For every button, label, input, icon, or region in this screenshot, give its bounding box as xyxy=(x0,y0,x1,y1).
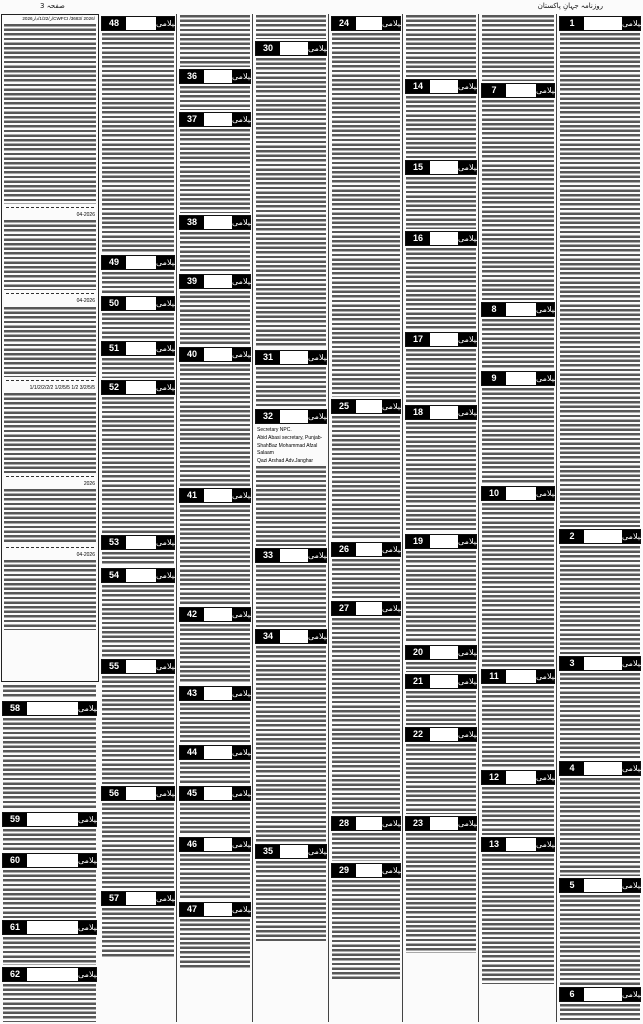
ad-number: 58 xyxy=(3,702,27,715)
ad-text xyxy=(180,505,250,605)
notice-english-line: ShahBaz Mohammad Afzal Salaam xyxy=(257,443,318,456)
ad-category-tag: نیلامی xyxy=(536,489,557,498)
ad-text xyxy=(256,861,326,941)
ad-number: 61 xyxy=(3,921,27,934)
ad-category-tag: نیلامی xyxy=(156,789,177,798)
ad-number: 33 xyxy=(256,549,280,562)
ad-label-5 xyxy=(559,878,641,893)
ad-number: 39 xyxy=(180,275,204,288)
ad-text xyxy=(482,319,554,369)
ad-category-tag: نیلامی xyxy=(78,704,98,713)
ad-category-tag: نیلامی xyxy=(156,538,177,547)
ad-category-tag: نیلامی xyxy=(156,383,177,392)
ad-number: 32 xyxy=(256,410,280,423)
ad-category-tag: نیلامی xyxy=(232,840,253,849)
ad-text xyxy=(3,685,96,699)
ad-text xyxy=(560,1004,640,1022)
ad-text xyxy=(102,908,174,958)
ad-category-tag: نیلامی xyxy=(308,632,329,642)
ad-number: 14 xyxy=(406,80,430,93)
ad-text xyxy=(180,86,250,110)
ad-label-14 xyxy=(405,79,477,94)
ad-label-45 xyxy=(179,786,251,801)
ad-text xyxy=(332,33,400,397)
ad-label-29 xyxy=(331,863,401,878)
ad-label-13 xyxy=(481,837,555,852)
ad-label-34 xyxy=(255,629,327,644)
ad-text xyxy=(102,676,174,784)
ad-text xyxy=(102,585,174,657)
ad-number: 59 xyxy=(3,813,27,826)
ad-category-tag: نیلامی xyxy=(458,537,479,546)
ad-category-tag: نیلامی xyxy=(156,662,177,671)
ad-text xyxy=(482,787,554,835)
ad-label-15 xyxy=(405,160,477,175)
notice-date: 04-2026 xyxy=(76,212,95,219)
ad-category-tag: نیلامی xyxy=(458,677,479,686)
ad-number: 8 xyxy=(482,303,506,316)
ad-label-30 xyxy=(255,41,327,56)
ad-number: 17 xyxy=(406,333,430,346)
ad-text xyxy=(406,422,476,532)
ad-number: 45 xyxy=(180,787,204,800)
ad-label-27 xyxy=(331,601,401,616)
ad-category-tag: نیلامی xyxy=(232,115,253,124)
ad-label-38 xyxy=(179,215,251,230)
page-header xyxy=(0,2,643,14)
ad-label-47 xyxy=(179,902,251,917)
ad-category-tag: نیلامی xyxy=(232,689,253,698)
ad-label-11 xyxy=(481,669,555,684)
ad-label-32 xyxy=(255,409,327,424)
ad-category-tag: نیلامی xyxy=(308,412,329,421)
notice-text-block xyxy=(4,307,96,377)
ad-label-22 xyxy=(405,727,477,742)
ad-number: 19 xyxy=(406,535,430,548)
ad-label-3 xyxy=(559,656,641,671)
ad-category-tag: نیلامی xyxy=(458,335,479,344)
ad-category-tag: نیلامی xyxy=(156,571,177,580)
ad-category-tag: نیلامی xyxy=(458,234,479,243)
ad-label-4 xyxy=(559,761,641,776)
ad-category-tag: نیلامی xyxy=(232,905,253,914)
ad-category-tag: نیلامی xyxy=(78,815,98,824)
ad-number: 46 xyxy=(180,838,204,851)
ad-label-33 xyxy=(255,548,327,563)
divider xyxy=(6,380,94,381)
ad-category-tag: نیلامی xyxy=(382,866,403,875)
ad-label-17 xyxy=(405,332,477,347)
ad-number: 38 xyxy=(180,216,204,229)
ad-label-35 xyxy=(255,844,327,859)
ad-number: 55 xyxy=(102,660,126,673)
column-6 xyxy=(404,14,479,1022)
notice-text-block xyxy=(4,393,96,473)
ad-text xyxy=(332,833,400,861)
ad-text xyxy=(560,778,640,876)
ad-number: 41 xyxy=(180,489,204,502)
ad-label-50 xyxy=(101,296,175,311)
ad-text xyxy=(180,803,250,835)
column-7 xyxy=(480,14,557,1022)
ad-text xyxy=(256,367,326,407)
ad-category-tag: نیلامی xyxy=(156,344,177,353)
ad-label-52 xyxy=(101,380,175,395)
ad-text xyxy=(3,984,96,1022)
column-4 xyxy=(254,14,329,1022)
ad-number: 40 xyxy=(180,348,204,361)
left-notice-box xyxy=(1,14,99,682)
ad-number: 7 xyxy=(482,84,506,97)
ad-text xyxy=(406,15,476,77)
ad-label-28 xyxy=(331,816,401,831)
ad-number: 11 xyxy=(482,670,506,683)
ad-label-61 xyxy=(2,920,97,935)
ad-text xyxy=(482,854,554,984)
ad-number: 34 xyxy=(256,630,280,643)
ad-label-58 xyxy=(2,701,97,716)
ad-text xyxy=(180,15,250,67)
ad-label-44 xyxy=(179,745,251,760)
ad-category-tag: نیلامی xyxy=(232,610,253,619)
ad-category-tag: نیلامی xyxy=(382,402,403,411)
ad-text xyxy=(180,624,250,684)
ad-category-tag: نیلامی xyxy=(382,19,403,28)
ad-label-20 xyxy=(405,645,477,660)
ad-category-tag: نیلامی xyxy=(458,82,479,91)
ad-number: 9 xyxy=(482,372,506,385)
ad-label-21 xyxy=(405,674,477,689)
divider xyxy=(6,293,94,294)
ad-text xyxy=(102,397,174,533)
ad-category-tag: نیلامی xyxy=(622,19,642,28)
ad-number: 57 xyxy=(102,892,126,905)
column-5 xyxy=(330,14,403,1022)
ad-number: 15 xyxy=(406,161,430,174)
ad-label-42 xyxy=(179,607,251,622)
ad-label-26 xyxy=(331,542,401,557)
ad-text xyxy=(3,937,96,965)
ad-label-55 xyxy=(101,659,175,674)
ad-text xyxy=(406,349,476,403)
notice-text-block xyxy=(4,560,96,630)
ad-category-tag: نیلامی xyxy=(78,856,98,865)
ad-label-60 xyxy=(2,853,97,868)
ad-category-tag: نیلامی xyxy=(382,819,403,828)
ad-text xyxy=(560,546,640,654)
ad-text xyxy=(180,291,250,345)
ad-number: 3 xyxy=(560,657,584,670)
ad-category-tag: نیلامی xyxy=(232,748,253,757)
ad-number: 62 xyxy=(3,968,27,981)
ad-category-tag: نیلامی xyxy=(622,659,642,668)
ad-number: 52 xyxy=(102,381,126,394)
ad-label-23 xyxy=(405,816,477,831)
column-3 xyxy=(178,14,253,1022)
ad-number: 50 xyxy=(102,297,126,310)
page-number-label: صفحہ 3 xyxy=(40,2,65,10)
ad-category-tag: نیلامی xyxy=(78,923,98,932)
ad-number: 29 xyxy=(332,864,356,877)
ad-category-tag: نیلامی xyxy=(156,894,177,903)
ad-label-18 xyxy=(405,405,477,420)
notice-date: 04-2026 xyxy=(76,552,95,559)
ad-category-tag: نیلامی xyxy=(458,648,479,657)
ad-number: 49 xyxy=(102,256,126,269)
ad-category-tag: نیلامی xyxy=(232,350,253,359)
ad-number: 2 xyxy=(560,530,584,543)
ad-number: 10 xyxy=(482,487,506,500)
ad-category-tag: نیلامی xyxy=(232,277,253,286)
ad-label-24 xyxy=(331,16,401,31)
ad-text xyxy=(180,703,250,743)
ad-text xyxy=(256,466,326,546)
ad-text xyxy=(332,416,400,540)
ad-label-41 xyxy=(179,488,251,503)
ad-label-31 xyxy=(255,350,327,365)
ad-number: 18 xyxy=(406,406,430,419)
ad-category-tag: نیلامی xyxy=(156,299,177,308)
ad-category-tag: نیلامی xyxy=(156,19,177,28)
divider xyxy=(6,207,94,208)
ad-text xyxy=(180,364,250,486)
ad-text xyxy=(3,870,96,918)
ad-label-6 xyxy=(559,987,641,1002)
ad-label-39 xyxy=(179,274,251,289)
ad-text xyxy=(406,833,476,953)
ad-number: 6 xyxy=(560,988,584,1001)
ad-number: 37 xyxy=(180,113,204,126)
ad-category-tag: نیلامی xyxy=(308,551,329,561)
ad-category-tag: نیلامی xyxy=(232,72,253,81)
ad-category-tag: نیلامی xyxy=(536,86,557,95)
ad-text xyxy=(102,552,174,566)
ad-category-tag: نیلامی xyxy=(622,764,642,773)
ad-number: 28 xyxy=(332,817,356,830)
ad-label-54 xyxy=(101,568,175,583)
notice-english-line: Qazi Arshad Adv.Janghar xyxy=(257,457,314,464)
ad-category-tag: نیلامی xyxy=(232,491,253,500)
ad-text xyxy=(256,565,326,627)
ad-category-tag: نیلامی xyxy=(536,773,557,782)
notice-reference: 2026ر/1/22/د/ر/CWFCI /3683/ 2026/ xyxy=(22,16,95,21)
ad-text xyxy=(3,829,96,851)
ad-label-62 xyxy=(2,967,97,982)
ad-number: 54 xyxy=(102,569,126,582)
ad-label-7 xyxy=(481,83,555,98)
ad-text xyxy=(180,854,250,900)
ad-text xyxy=(180,129,250,213)
ad-number: 22 xyxy=(406,728,430,741)
ad-label-37 xyxy=(179,112,251,127)
ad-number: 44 xyxy=(180,746,204,759)
ad-text xyxy=(406,744,476,814)
ad-number: 24 xyxy=(332,17,356,30)
ad-category-tag: نیلامی xyxy=(232,789,253,798)
ad-category-tag: نیلامی xyxy=(232,218,253,227)
ad-category-tag: نیلامی xyxy=(308,44,329,53)
ad-text xyxy=(406,96,476,158)
ad-text xyxy=(102,358,174,378)
ad-number: 51 xyxy=(102,342,126,355)
ad-number: 53 xyxy=(102,536,126,549)
ad-label-48 xyxy=(101,16,175,31)
divider xyxy=(6,476,94,477)
ad-text xyxy=(256,15,326,39)
notice-code: 1/1/2/2/2/2 1/2/5/5 1/2 3/2/5/5 xyxy=(29,384,95,391)
ad-label-49 xyxy=(101,255,175,270)
ad-text xyxy=(256,58,326,348)
notice-english-line: Abid Abasi secretary, Punjab- xyxy=(257,435,323,442)
ad-label-1 xyxy=(559,16,641,31)
ad-number: 60 xyxy=(3,854,27,867)
ad-label-43 xyxy=(179,686,251,701)
ad-text xyxy=(332,618,400,814)
ad-label-46 xyxy=(179,837,251,852)
ad-category-tag: نیلامی xyxy=(458,730,479,739)
ad-number: 42 xyxy=(180,608,204,621)
ad-category-tag: نیلامی xyxy=(458,163,479,172)
ad-number: 4 xyxy=(560,762,584,775)
ad-text xyxy=(102,313,174,339)
ad-label-16 xyxy=(405,231,477,246)
ad-label-25 xyxy=(331,399,401,414)
ad-label-12 xyxy=(481,770,555,785)
ad-label-8 xyxy=(481,302,555,317)
ad-label-57 xyxy=(101,891,175,906)
ad-text xyxy=(406,177,476,229)
ad-text xyxy=(180,762,250,784)
ad-text xyxy=(406,662,476,672)
notice-text-block xyxy=(4,489,96,544)
ad-label-19 xyxy=(405,534,477,549)
ad-number: 31 xyxy=(256,351,280,364)
ad-number: 48 xyxy=(102,17,126,30)
ad-number: 35 xyxy=(256,845,280,858)
ad-category-tag: نیلامی xyxy=(308,353,329,362)
notice-english-line: Secretary NPC. xyxy=(257,427,292,433)
divider xyxy=(6,547,94,548)
ad-label-59 xyxy=(2,812,97,827)
ad-text xyxy=(406,248,476,330)
ad-text xyxy=(256,646,326,842)
ad-number: 5 xyxy=(560,879,584,892)
notice-text-block xyxy=(4,220,96,290)
ad-text xyxy=(332,559,400,599)
notice-date: 04-2026 xyxy=(76,298,95,305)
ad-number: 27 xyxy=(332,602,356,615)
ad-number: 13 xyxy=(482,838,506,851)
ad-label-51 xyxy=(101,341,175,356)
ad-text xyxy=(560,33,640,527)
ad-category-tag: نیلامی xyxy=(536,672,557,681)
column-2 xyxy=(100,14,177,1022)
ad-text xyxy=(482,15,554,81)
ad-label-10 xyxy=(481,486,555,501)
ad-text xyxy=(482,388,554,484)
ad-number: 20 xyxy=(406,646,430,659)
ad-number: 56 xyxy=(102,787,126,800)
ad-category-tag: نیلامی xyxy=(622,881,642,890)
ad-category-tag: نیلامی xyxy=(458,408,479,417)
ad-text xyxy=(332,880,400,980)
ad-text xyxy=(3,718,96,810)
ad-number: 12 xyxy=(482,771,506,784)
ad-label-2 xyxy=(559,529,641,544)
notice-text-block xyxy=(4,24,96,204)
ad-category-tag: نیلامی xyxy=(382,545,403,554)
ad-text xyxy=(180,919,250,969)
ad-category-tag: نیلامی xyxy=(622,532,642,541)
ad-label-40 xyxy=(179,347,251,362)
ad-text xyxy=(406,551,476,643)
ad-number: 1 xyxy=(560,17,584,30)
ad-number: 43 xyxy=(180,687,204,700)
ad-label-9 xyxy=(481,371,555,386)
ad-number: 23 xyxy=(406,817,430,830)
ad-text xyxy=(560,895,640,985)
ad-text xyxy=(102,272,174,294)
ad-label-56 xyxy=(101,786,175,801)
ad-category-tag: نیلامی xyxy=(536,840,557,849)
ad-text xyxy=(406,691,476,725)
ad-number: 26 xyxy=(332,543,356,556)
ad-number: 30 xyxy=(256,42,280,55)
ad-number: 25 xyxy=(332,400,356,413)
ad-text xyxy=(180,232,250,272)
ad-text xyxy=(102,803,174,889)
ad-text xyxy=(560,673,640,759)
ad-text xyxy=(482,503,554,667)
ad-category-tag: نیلامی xyxy=(536,305,557,314)
ad-category-tag: نیلامی xyxy=(382,604,403,613)
column-1 xyxy=(1,684,98,1022)
ad-number: 21 xyxy=(406,675,430,688)
ad-number: 36 xyxy=(180,70,204,83)
notice-date: 2026 xyxy=(83,480,95,487)
ad-number: 16 xyxy=(406,232,430,245)
ad-category-tag: نیلامی xyxy=(458,819,479,828)
ad-category-tag: نیلامی xyxy=(156,258,177,267)
ad-category-tag: نیلامی xyxy=(622,990,642,999)
ad-label-36 xyxy=(179,69,251,84)
column-8 xyxy=(558,14,642,1022)
ad-number: 47 xyxy=(180,903,204,916)
ad-text xyxy=(482,686,554,768)
newspaper-title: روزنامہ جہانِ پاکستان xyxy=(537,2,603,10)
ad-category-tag: نیلامی xyxy=(78,970,98,979)
ad-text xyxy=(482,100,554,300)
ad-category-tag: نیلامی xyxy=(308,847,329,857)
ad-category-tag: نیلامی xyxy=(536,374,557,383)
ad-label-53 xyxy=(101,535,175,550)
ad-text xyxy=(102,33,174,253)
